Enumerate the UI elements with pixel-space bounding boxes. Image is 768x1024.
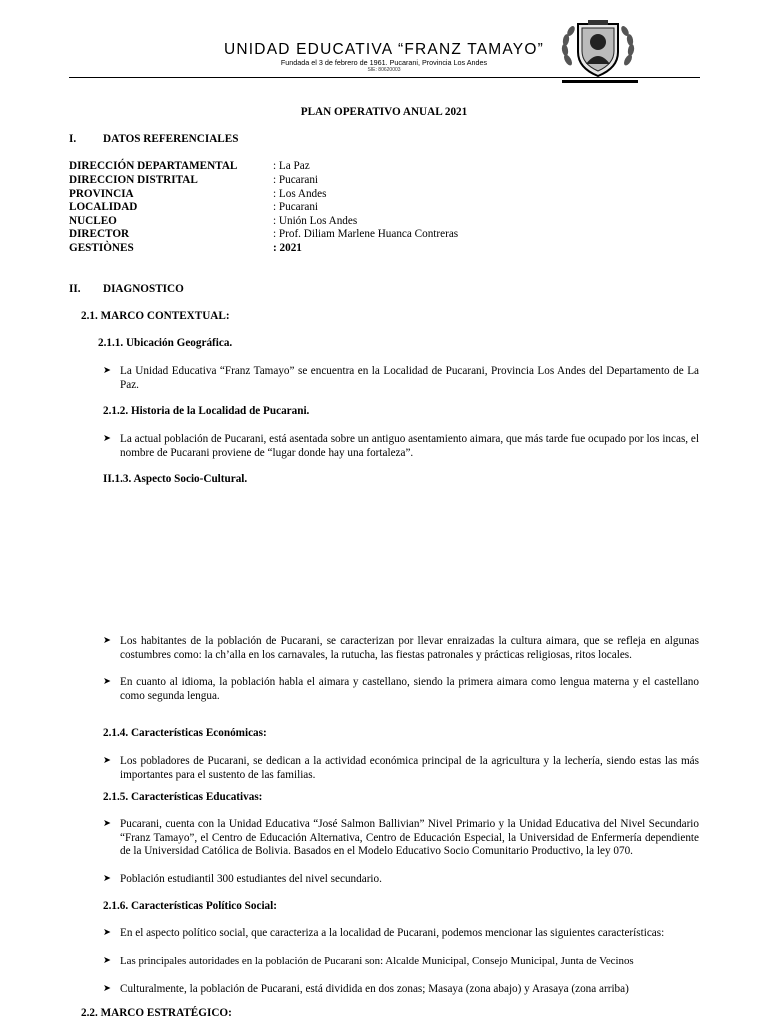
arrowhead-bullet-icon: ➤	[103, 819, 111, 829]
section-1-title: DATOS REFERENCIALES	[103, 133, 239, 145]
school-name: UNIDAD EDUCATIVA “FRANZ TAMAYO”	[224, 41, 544, 58]
label-gestiones: GESTIÒNES	[69, 242, 134, 254]
s211-bullet-1: La Unidad Educativa “Franz Tamayo” se encuentra en la Localidad de Pucarani, Provincia Los Andes del Departamento de La Paz.	[120, 365, 699, 391]
arrowhead-bullet-icon: ➤	[103, 874, 111, 884]
s212-bullet-1: La actual población de Pucarani, está asentada sobre un antiguo asentamiento aimara, que más tarde fue ocupado por los incas, el nombre de Pucarani proviene de “lugar donde hay una fortaleza”.	[120, 433, 699, 459]
label-director: DIRECTOR	[69, 228, 130, 240]
s214-bullet-1: Los pobladores de Pucarani, se dedican a la actividad económica principal de la agricultura y la lechería, siendo estas las más importantes para el sustento de las familias.	[120, 755, 699, 781]
value-direccion-distrital: : Pucarani	[273, 174, 319, 186]
s213-bullet-1: Los habitantes de la población de Pucarani, se caracterizan por llevar enraizadas la cultura aimara, que se refleja en algunas costumbres como: la ch’alla en los carnavales, la rutucha, las fiestas patronales y prácticas religiosas, ritos locales.	[120, 635, 699, 661]
label-nucleo: NUCLEO	[69, 215, 117, 227]
section-2-title: DIAGNOSTICO	[103, 283, 184, 295]
s211-heading: 2.1.1. Ubicación Geográfica.	[98, 337, 233, 349]
arrowhead-bullet-icon: ➤	[103, 434, 111, 444]
s216-bullet-1: En el aspecto político social, que caracteriza a la localidad de Pucarani, podemos mencionar las siguientes características:	[120, 927, 665, 939]
header-rule-accent	[562, 80, 638, 83]
label-localidad: LOCALIDAD	[69, 201, 138, 213]
section-1-number: I.	[69, 133, 77, 145]
s216-heading: 2.1.6. Características Político Social:	[103, 900, 277, 912]
arrowhead-bullet-icon: ➤	[103, 636, 111, 646]
sie-code: SIE: 80620003	[367, 67, 401, 73]
arrowhead-bullet-icon: ➤	[103, 366, 111, 376]
s216-bullet-3: Culturalmente, la población de Pucarani, está dividida en dos zonas; Masaya (zona abajo) y Arasaya (zona arriba)	[120, 983, 629, 995]
s215-heading: 2.1.5. Características Educativas:	[103, 791, 263, 803]
document-title: PLAN OPERATIVO ANUAL 2021	[300, 106, 468, 118]
s213-bullet-2: En cuanto al idioma, la población habla el aimara y castellano, siendo la primera aimara como lengua materna y el castellano como segunda lengua.	[120, 676, 699, 702]
arrowhead-bullet-icon: ➤	[103, 984, 111, 994]
s212-heading: 2.1.2. Historia de la Localidad de Pucarani.	[103, 405, 310, 417]
value-direccion-departamental: : La Paz	[273, 160, 310, 172]
s214-heading: 2.1.4. Características Económicas:	[103, 727, 267, 739]
arrowhead-bullet-icon: ➤	[103, 677, 111, 687]
value-provincia: : Los Andes	[273, 188, 327, 200]
arrowhead-bullet-icon: ➤	[103, 956, 111, 966]
arrowhead-bullet-icon: ➤	[103, 928, 111, 938]
value-director: : Prof. Diliam Marlene Huanca Contreras	[273, 228, 459, 240]
label-direccion-departamental: DIRECCIÓN DEPARTAMENTAL	[69, 160, 238, 172]
founded-line: Fundada el 3 de febrero de 1961. Pucarani, Provincia Los Andes	[280, 58, 488, 67]
s215-bullet-2: Población estudiantil 300 estudiantes del nivel secundario.	[120, 873, 382, 885]
s213-heading: II.1.3. Aspecto Socio-Cultural.	[103, 473, 248, 485]
s216-bullet-2: Las principales autoridades en la población de Pucarani son: Alcalde Municipal, Consejo Municipal, Junta de Vecinos	[120, 955, 634, 967]
value-gestiones: : 2021	[273, 242, 302, 254]
s215-bullet-1: Pucarani, cuenta con la Unidad Educativa “José Salmon Ballivian” Nivel Primario y la Unidad Educativa del Nivel Secundario “Franz Tamayo”, el Centro de Educación Alternativa, Centro de Educación Especial, la Universidad de Enfermería dependiente de la Universidad Católica de Bolivia. Basados en el Modelo Educativo Socio Comunitario Productivo, la ley 070.	[120, 818, 699, 858]
marco-contextual-heading: 2.1. MARCO CONTEXTUAL:	[81, 310, 230, 322]
marco-estrategico-heading: 2.2. MARCO ESTRATÉGICO:	[81, 1007, 232, 1019]
value-nucleo: : Unión Los Andes	[273, 215, 358, 227]
label-provincia: PROVINCIA	[69, 188, 134, 200]
school-crest-logo	[558, 18, 638, 80]
value-localidad: : Pucarani	[273, 201, 319, 213]
section-2-number: II.	[69, 283, 81, 295]
arrowhead-bullet-icon: ➤	[103, 756, 111, 766]
label-direccion-distrital: DIRECCION DISTRITAL	[69, 174, 198, 186]
